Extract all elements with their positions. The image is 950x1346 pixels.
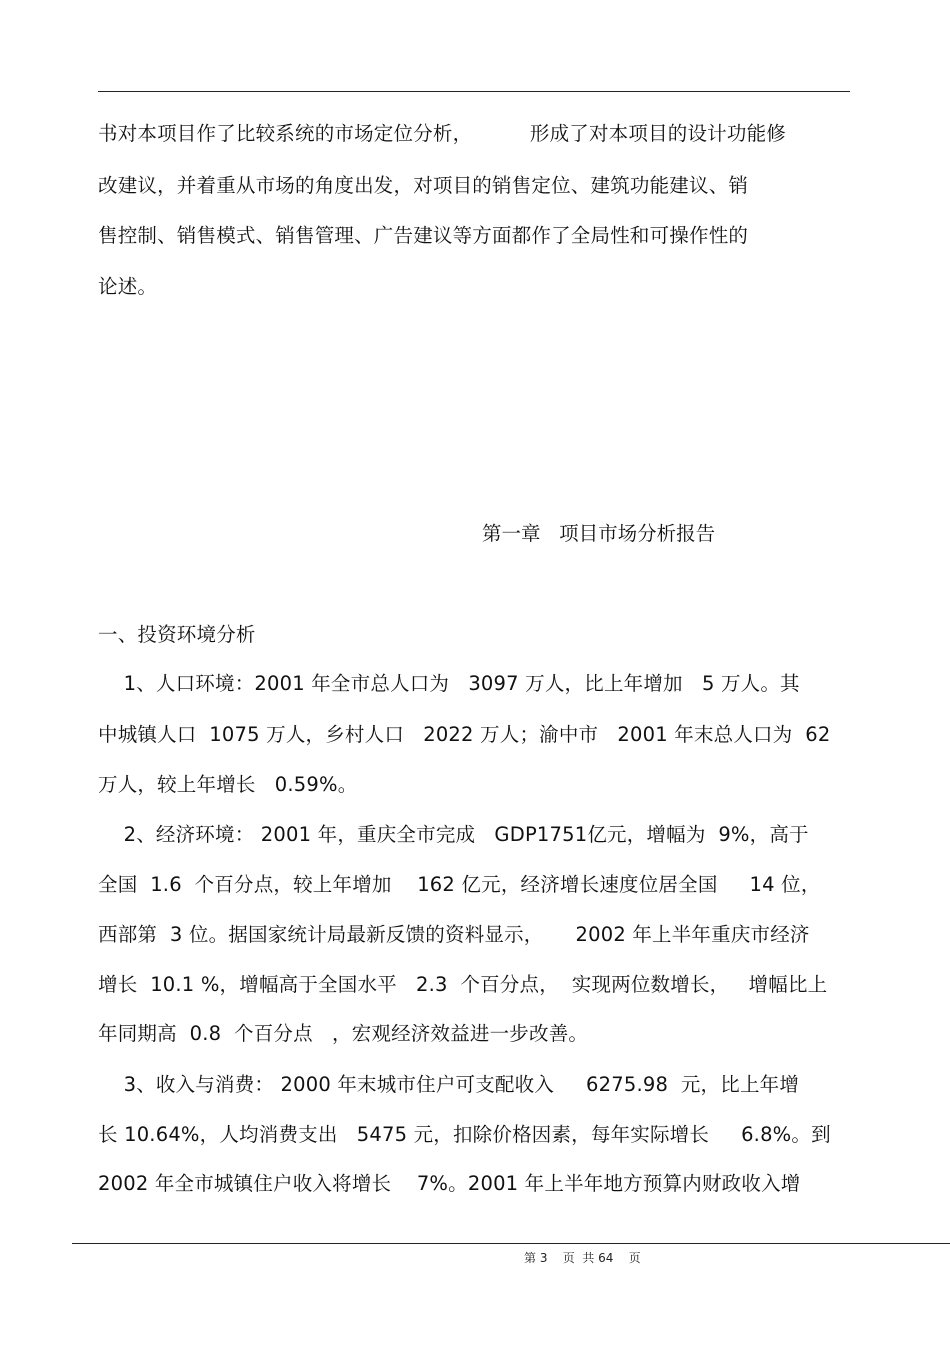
paragraph-line: 年同期高 0.8 个百分点 ，宏观经济效益进一步改善。 xyxy=(98,1022,589,1045)
page-number: 第 3 页 共 64 页 xyxy=(524,1251,641,1265)
paragraph-line: 3、收入与消费： 2000 年末城市住户可支配收入 6275.98 元，比上年增 xyxy=(98,1073,800,1096)
paragraph-line: 2、经济环境： 2001 年，重庆全市完成 GDP1751亿元，增幅为 9%，高于 xyxy=(98,823,809,846)
intro-line: 售控制、销售模式、销售管理、广告建议等方面都作了全局性和可操作性的 xyxy=(98,224,749,247)
paragraph-line: 长 10.64%，人均消费支出 5475 元，扣除价格因素，每年实际增长 6.8%。到 xyxy=(98,1123,831,1146)
intro-line: 书对本项目作了比较系统的市场定位分析， 形成了对本项目的设计功能修 xyxy=(98,122,786,145)
paragraph-line: 西部第 3 位。据国家统计局最新反馈的资料显示， 2002 年上半年重庆市经济 xyxy=(98,923,810,946)
paragraph-line: 增长 10.1 %，增幅高于全国水平 2.3 个百分点， 实现两位数增长， 增幅比上 xyxy=(98,973,828,996)
paragraph-line: 万人，较上年增长 0.59%。 xyxy=(98,773,358,796)
intro-line: 改建议，并着重从市场的角度出发，对项目的销售定位、建筑功能建议、销 xyxy=(98,174,749,197)
paragraph-line: 中城镇人口 1075 万人，乡村人口 2022 万人；渝中市 2001 年末总人口为 62 xyxy=(98,723,831,746)
section-heading: 一、投资环境分析 xyxy=(98,623,256,646)
footer-rule xyxy=(72,1243,950,1244)
paragraph-line: 2002 年全市城镇住户收入将增长 7%。2001 年上半年地方预算内财政收入增 xyxy=(98,1172,801,1195)
header-rule xyxy=(98,91,850,92)
paragraph-line: 1、人口环境：2001 年全市总人口为 3097 万人，比上年增加 5 万人。其 xyxy=(98,672,800,695)
intro-line: 论述。 xyxy=(98,275,158,298)
paragraph-line: 全国 1.6 个百分点，较上年增加 162 亿元，经济增长速度位居全国 14 位， xyxy=(98,873,821,896)
chapter-title: 第一章 项目市场分析报告 xyxy=(482,522,716,545)
